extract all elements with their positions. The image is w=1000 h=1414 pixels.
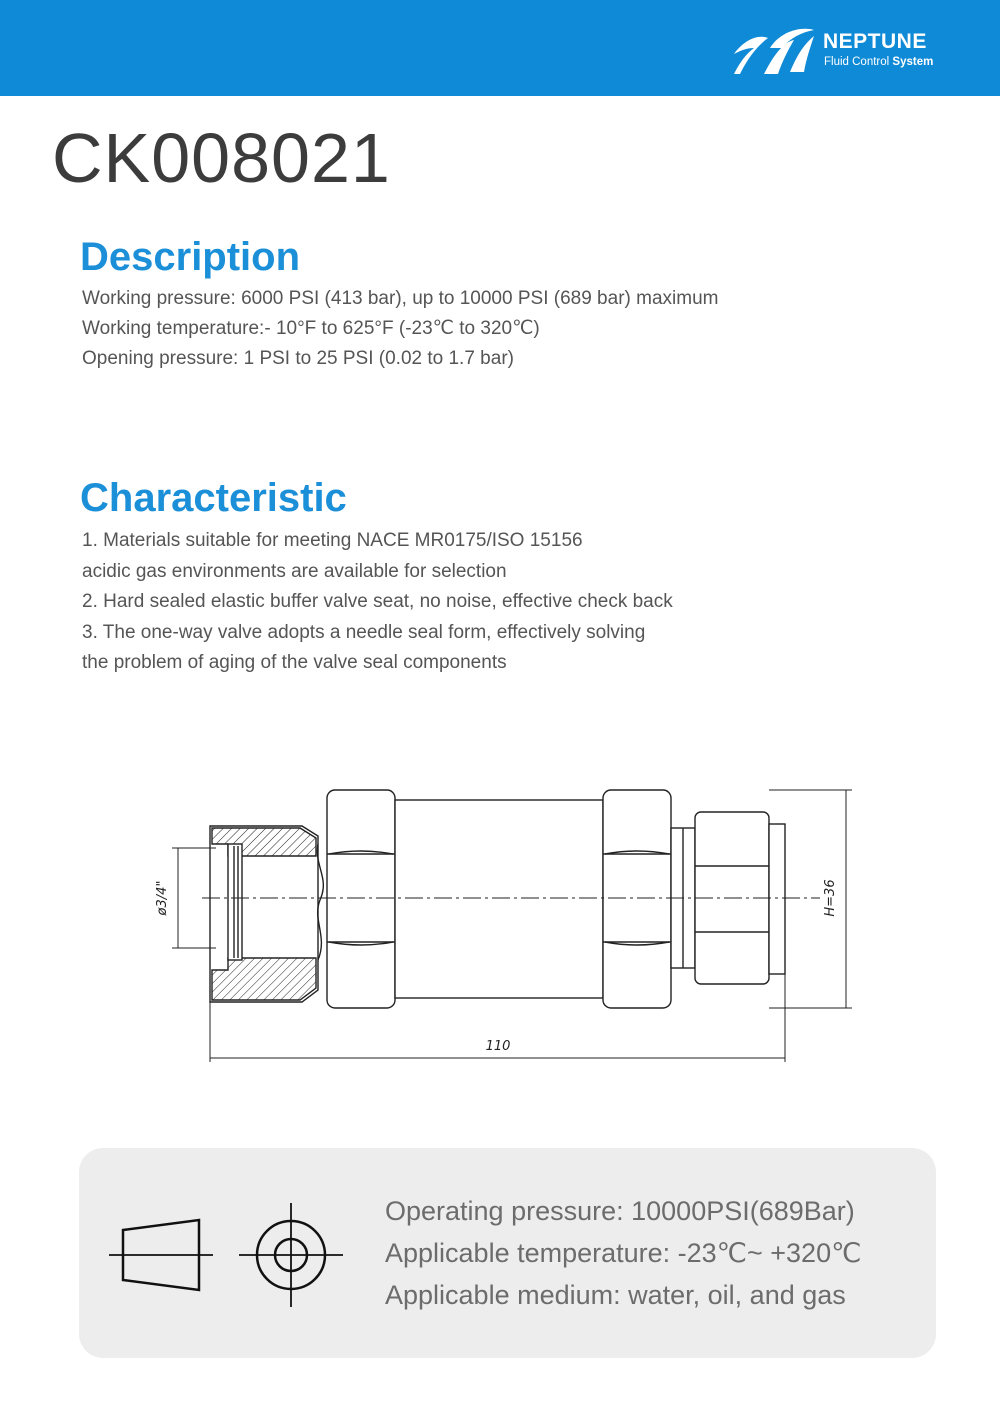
left-hex-nut bbox=[327, 790, 395, 1008]
characteristic-line: 1. Materials suitable for meeting NACE MR0175/ISO 15156 bbox=[82, 530, 583, 551]
spec-card bbox=[79, 1148, 936, 1358]
characteristic-line: 3. The one-way valve adopts a needle seal form, effectively solving bbox=[82, 621, 646, 643]
spec-list bbox=[385, 1190, 861, 1316]
characteristic-heading: Characteristic bbox=[80, 476, 347, 520]
left-seal-ring bbox=[228, 844, 242, 960]
left-fitting-hatch-bottom bbox=[212, 958, 316, 1000]
dimension-diameter-label: ø3/4" bbox=[155, 880, 170, 916]
right-end-cap bbox=[769, 824, 785, 974]
description-list bbox=[82, 286, 718, 376]
characteristic-line: acidic gas environments are available for selection bbox=[82, 560, 507, 582]
brand-logo bbox=[730, 24, 950, 76]
dimension-length-label: 110 bbox=[485, 1039, 511, 1054]
brand-name: NEPTUNE bbox=[823, 30, 927, 53]
projection-symbols bbox=[109, 1198, 349, 1308]
characteristic-line: 2. Hard sealed elastic buffer valve seat, no noise, effective check back bbox=[82, 591, 673, 612]
spec-temperature: Applicable temperature: -23℃~ +320℃ bbox=[385, 1238, 862, 1268]
description-heading: Description bbox=[80, 235, 301, 279]
brand-tagline: Fluid Control System bbox=[824, 56, 934, 68]
spec-medium: Applicable medium: water, oil, and gas bbox=[385, 1280, 846, 1310]
third-angle-projection-icon bbox=[109, 1220, 213, 1290]
header-bar bbox=[0, 0, 1000, 96]
right-hex-nut bbox=[603, 790, 671, 1008]
target-crosshair-icon bbox=[239, 1203, 343, 1307]
characteristic-line: the problem of aging of the valve seal components bbox=[82, 652, 507, 673]
description-line: Working temperature:- 10°F to 625°F (-23℃ to 320℃) bbox=[82, 318, 540, 339]
description-line: Working pressure: 6000 PSI (413 bar), up to 10000 PSI (689 bar) maximum bbox=[82, 288, 719, 309]
neptune-wave-n-logo-icon bbox=[730, 24, 818, 76]
valve-body bbox=[395, 800, 603, 998]
product-code: CK008021 bbox=[52, 119, 391, 197]
description-line: Opening pressure: 1 PSI to 25 PSI (0.02 to 1.7 bar) bbox=[82, 348, 514, 369]
spec-operating-pressure: Operating pressure: 10000PSI(689Bar) bbox=[385, 1196, 855, 1226]
dimension-height-label: H=36 bbox=[823, 879, 838, 917]
check-valve-technical-drawing bbox=[120, 770, 880, 1070]
characteristic-list bbox=[82, 528, 673, 681]
